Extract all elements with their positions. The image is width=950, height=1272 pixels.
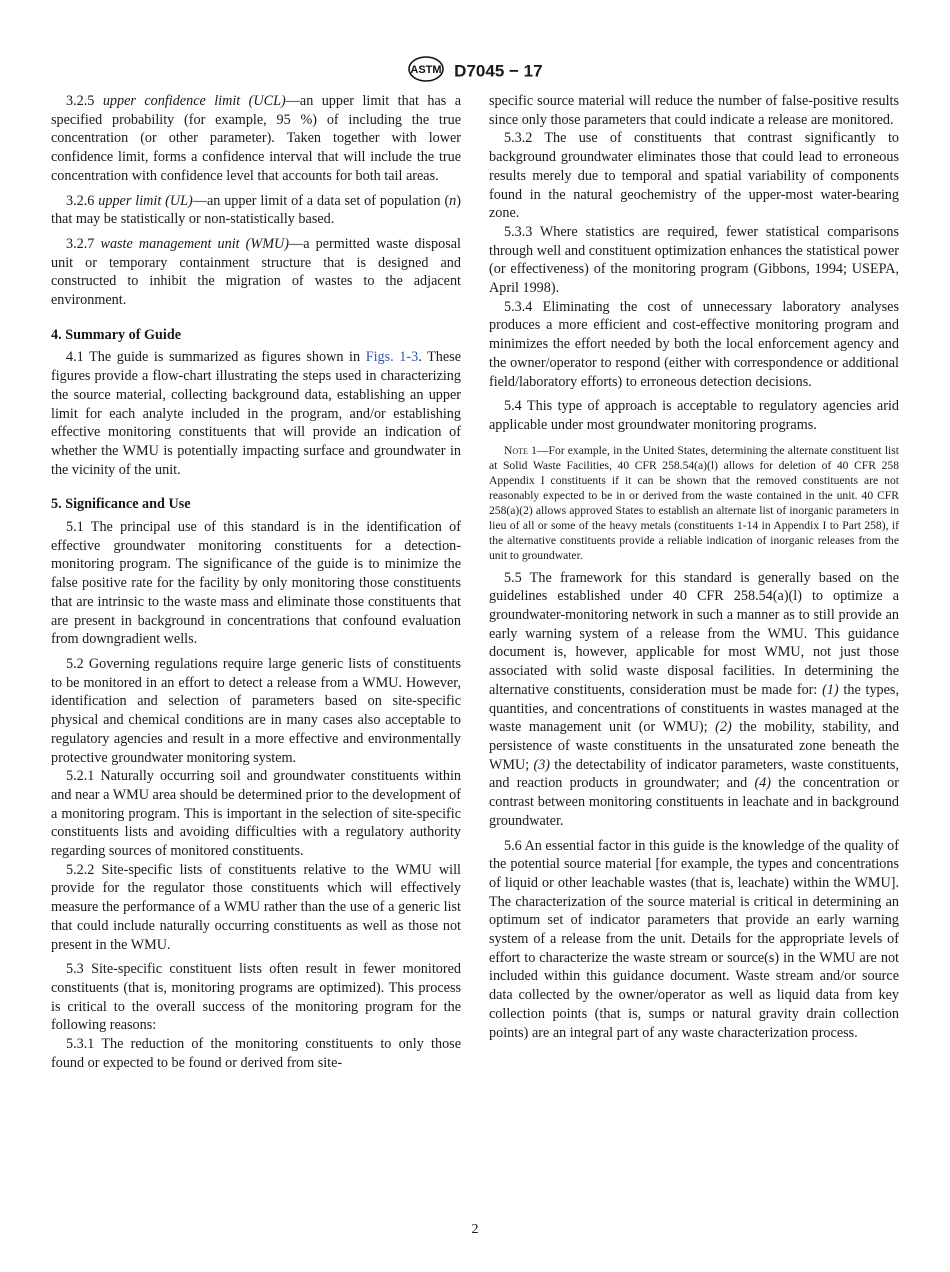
page-number: 2 (471, 1222, 479, 1237)
paragraph-3-2-5: 3.2.5 upper confidence limit (UCL)—an upper limit that has a specified probability (for example, 95 %) of including the true concentration (or other parameter). Taken together with lower confidence limit, forms a confidence interval that will include the true concentration with confidence level that accounts for both tail areas. (51, 93, 462, 184)
astm-logo-icon (407, 56, 445, 87)
paragraph-5-3-2: 5.3.2 The use of constituents that contrast significantly to background groundwater eliminates those that could lead to erroneous results merely due to temporal and spatial variability of components found in the natural geochemistry of the upper-most water-bearing zone. (489, 130, 899, 222)
document-number: D7045 − 17 (454, 61, 543, 81)
paragraph-3-2-6: 3.2.6 upper limit (UL)—an upper limit of a data set of population (n) that may be statistically or non-statistically based. (51, 192, 461, 228)
svg-text:ASTM: ASTM (410, 64, 443, 76)
figs-link[interactable]: Figs. 1-3 (365, 349, 419, 366)
paragraph-5-3-1: 5.3.1 The reduction of the monitoring constituents to only those found or expected to be found or derived from site- (51, 1036, 461, 1071)
paragraph-3-2-7: 3.2.7 waste management unit (WMU)—a permitted waste disposal unit or temporary containment structure that is designed and constructed to inhibit the migration of wastes to the adjacent environment. (51, 235, 461, 309)
paragraph-5-4: 5.4 This type of approach is acceptable to regulatory agencies arid applicable under most groundwater monitoring programs. (489, 398, 899, 433)
paragraph-5-5: 5.5 The framework for this standard is generally based on the guidelines established under 40 CFR 258.54(a)(l) to optimize a groundwater-monitoring network in such a manner as to still provide an early warning system of a release from the WMU. This guidance document is, however, applicable for most WMU, not just those associated with solid waste disposal facilities. In determining the alternative constituents, consideration must be made for: (1) the types, quantities, and concentrations of constituents in wastes managed at the waste management unit (or WMU); (2) the mobility, stability, and persistence of waste constituents in the unsaturated zone beneath the WMU; (3) the detectability of indicator parameters, waste constituents, and reaction products in groundwater; and (4) the concentration or contrast between monitoring constituents in leachate and in background groundwater. (489, 569, 899, 829)
paragraph-5-2-1: 5.2.1 Naturally occurring soil and groundwater constituents within and near a WMU area should be determined prior to the development of a monitoring program. This is important in the selection of site-specific constituents lists and avoiding difficulties with a regulatory authority regarding sources of monitored constituents. (51, 768, 461, 860)
right-column (489, 92, 899, 1042)
paragraph-5-3-1-continued: specific source material will reduce the number of false-positive results since only those parameters that could indicate a release are monitored. (489, 93, 899, 128)
paragraph-4-1: 4.1 The guide is summarized as figures shown in Figs. 1-3. These figures provide a flow-chart illustrating the steps used in characterizing the source material, collecting background data, establishing an upper limit for each analyte included in the program, and/or establishing effective monitoring constituents that will provide an indication of whether the WMU is potentially impacting surface and groundwater in the vicinity of the unit. (51, 349, 462, 478)
paragraph-5-3-3: 5.3.3 Where statistics are required, fewer statistical comparisons through well and constituent optimization enhances the statistical power (or effectiveness) of the monitoring program (Gibbons, 1994; USEPA, April 1998). (489, 223, 899, 297)
paragraph-5-2-2: 5.2.2 Site-specific lists of constituents relative to the WMU will provide for the regulator those constituents which will effectively measure the performance of a WMU rather than the use of a generic list that could include naturally occurring constituents as well as those not present in the WMU. (51, 861, 461, 953)
paragraph-5-6: 5.6 An essential factor in this guide is the knowledge of the quality of the potential source material [for example, the types and concentrations of liquid or other leachable wastes (that is, leachate) within the WMU]. The characterization of the source material is critical in determining an optimum set of indicator parameters that provide an early warning system of a release from the unit. Details for the appropriate levels of effort to characterize the waste stream or source(s) in the WMU are not included within this guidance document. Waste stream and/or source data collected by the owner/operator as well as liquid data from key collection points (that is, sumps or natural gravity drain collection points) are an integral part of any waste characterization process. (489, 837, 899, 1041)
paragraph-5-3-4: 5.3.4 Eliminating the cost of unnecessary laboratory analyses produces a more efficient and cost-effective monitoring program and minimizes the effort needed by both the local enforcement agency and the owner/operator to respond (either with correspondence or additional field/laboratory efforts) to erroneous detection decisions. (489, 298, 899, 390)
section-heading-5: 5. Significance and Use (51, 496, 191, 513)
paragraph-5-1: 5.1 The principal use of this standard is in the identification of effective groundwater monitoring constituents for a detection-monitoring program. The significance of the guide is to minimize the false positive rate for the facility by only monitoring those constituents that are intrinsic to the waste mass and eliminate those constituents that are present in background in concentrations that confound evaluation from downgradient wells. (51, 519, 461, 648)
left-column (51, 92, 461, 1072)
section-heading-4: 4. Summary of Guide (51, 326, 182, 343)
note-1: Note 1—For example, in the United States, determining the alternate constituent list at Solid Waste Facilities, 40 CFR 258.54(a)(l) allows for deletion of 40 CFR 258 Appendix I constituents if it can be shown that the removed constituents are not reasonably expected to be in or derived from the waste contained in the unit. 40 CFR 258(a)(2) allows approved States to establish an alternate list of inorganic parameters in lieu of all or some of the heavy metals (constituents 1-14 in Appendix I to Part 258), if the alternative constituents provide a reliable indication of inorganic releases from the unit to groundwater. (489, 443, 899, 562)
paragraph-5-2: 5.2 Governing regulations require large generic lists of constituents to be monitored in an effort to detect a release from a WMU. However, identification and selection of parameters based on site-specific physical and chemical conditions are in many cases also acceptable to regulatory agencies and result in a more effective and environmentally protective groundwater monitoring system. (51, 655, 461, 766)
page-header (0, 56, 950, 87)
paragraph-5-3: 5.3 Site-specific constituent lists often result in fewer monitored constituents (that is, monitoring programs are optimized). This process is critical to the overall success of the monitoring program for the following reasons: (51, 961, 461, 1034)
